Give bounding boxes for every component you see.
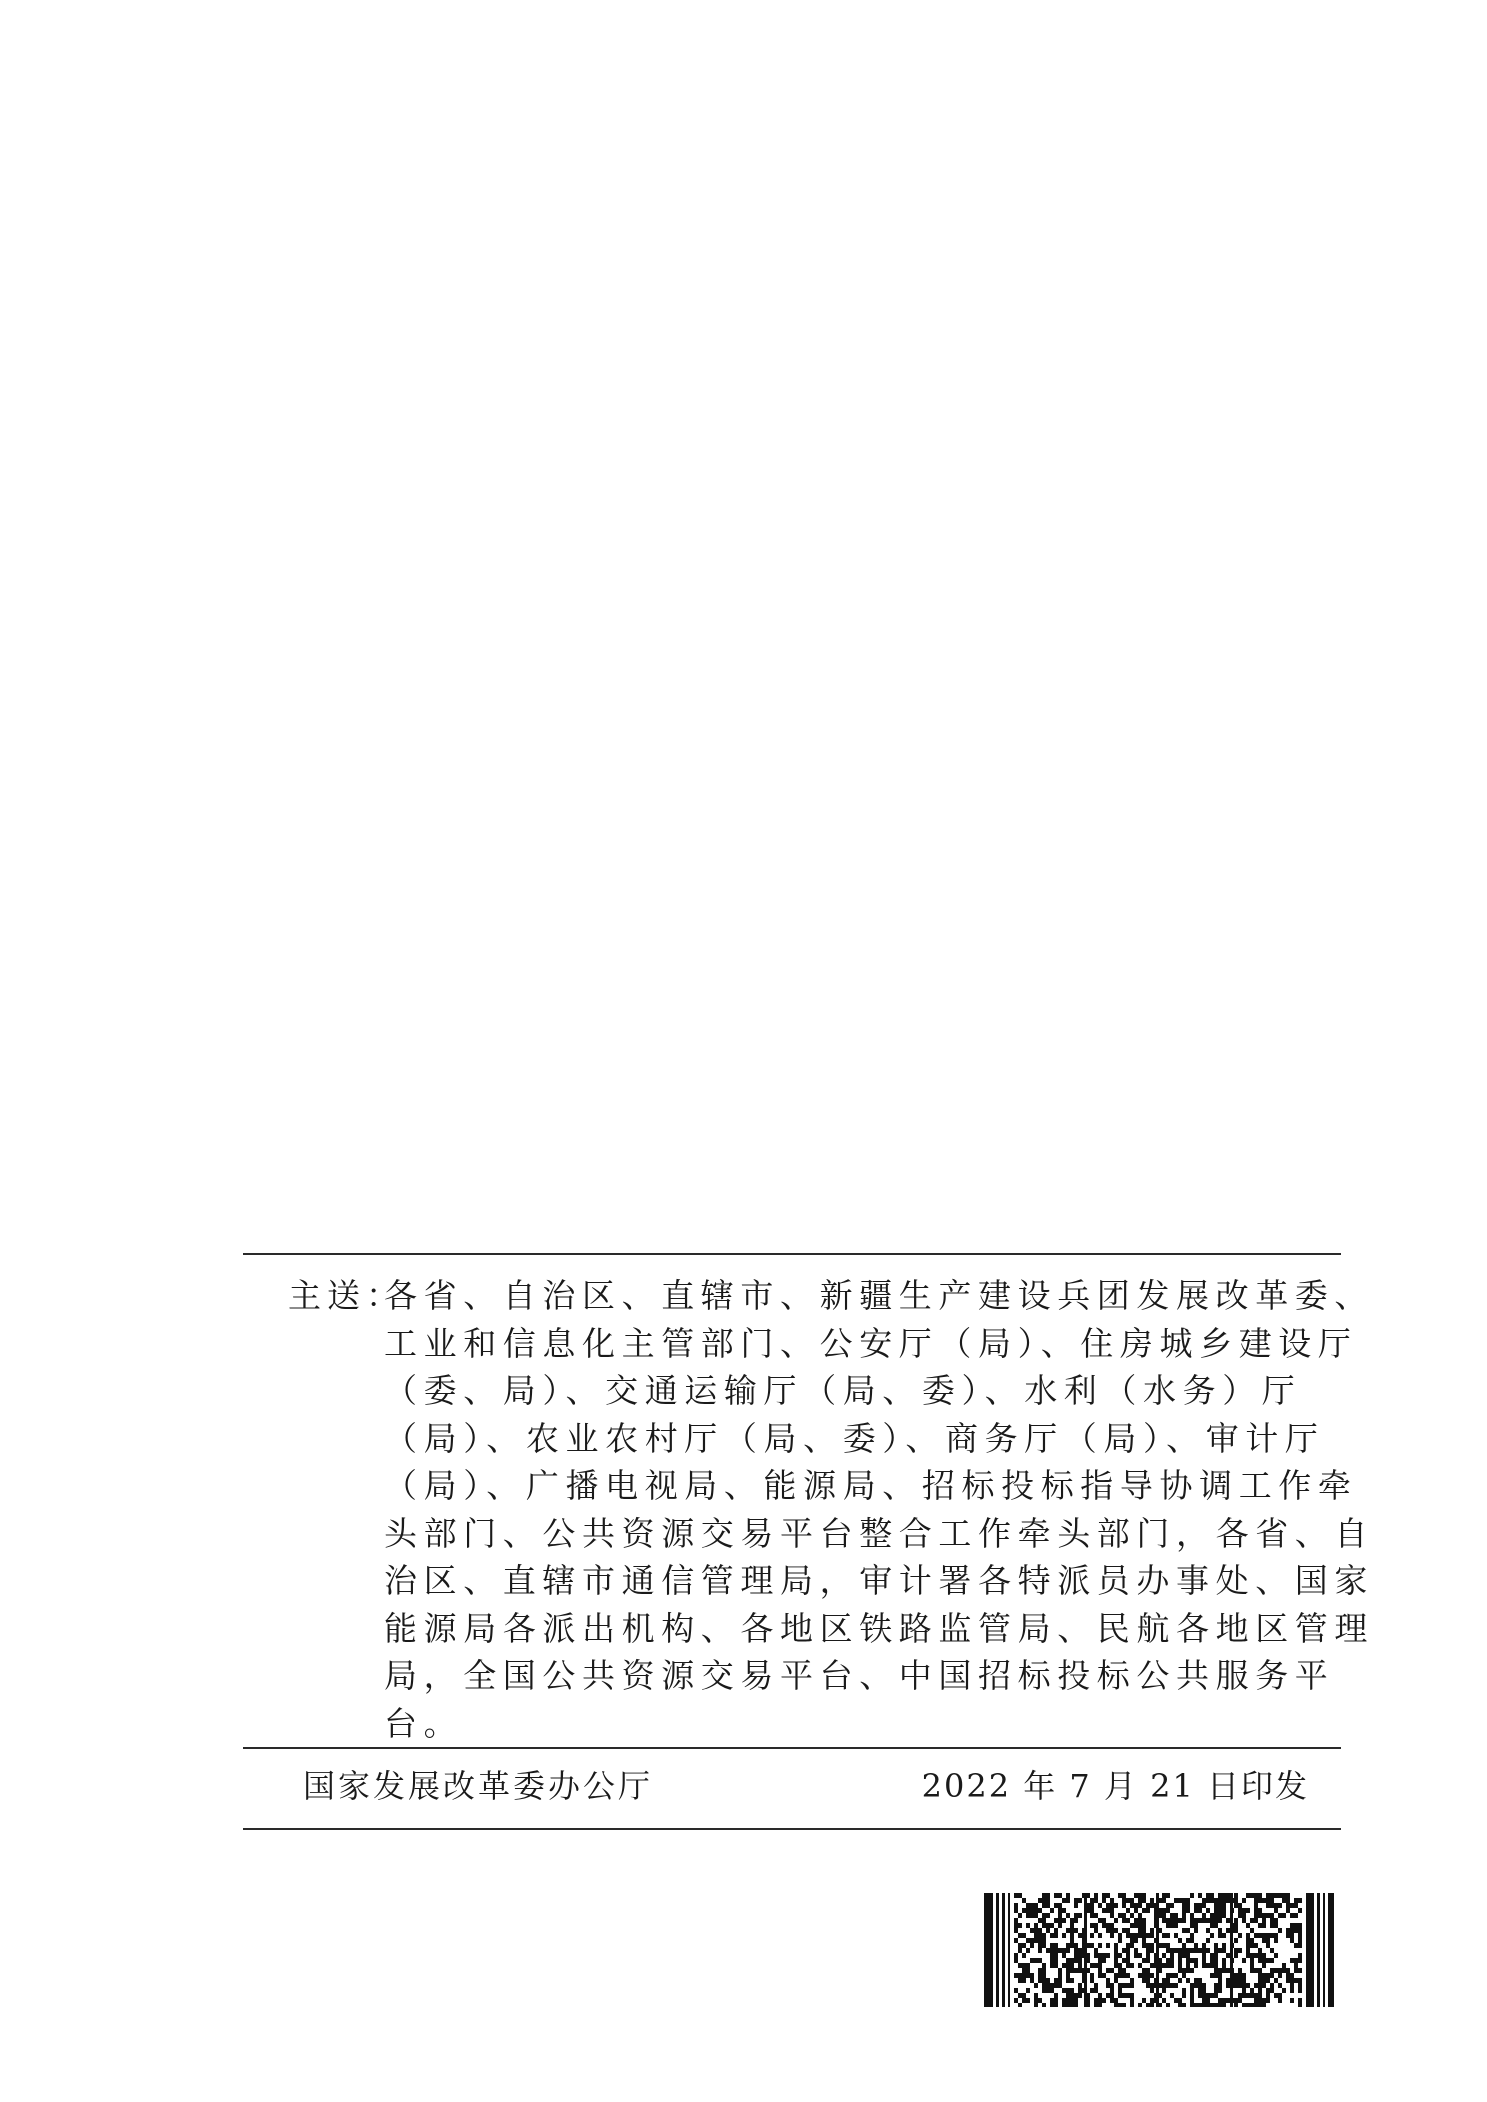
recipient-line: （局）、广播电视局、能源局、招标投标指导协调工作牵 <box>384 1466 1358 1505</box>
distribution-label: 主送： <box>288 1276 405 1315</box>
recipient-line: 各省、自治区、直辖市、新疆生产建设兵团发展改革委、 <box>384 1276 1374 1315</box>
recipient-line: 局，全国公共资源交易平台、中国招标投标公共服务平 <box>384 1656 1335 1695</box>
recipient-line: 能源局各派出机构、各地区铁路监管局、民航各地区管理 <box>384 1608 1374 1648</box>
bottom-divider <box>243 1828 1341 1830</box>
middle-divider <box>243 1747 1341 1749</box>
2d-barcode-icon <box>984 1893 1334 2007</box>
distribution-recipients <box>384 1272 1374 1747</box>
recipient-line: （委、局）、交通运输厅（局、委）、水利（水务）厅 <box>384 1371 1302 1410</box>
recipient-line: 治区、直辖市通信管理局，审计署各特派员办事处、国家 <box>384 1561 1374 1600</box>
issue-date: 2022 年 7 月 21 日印发 <box>921 1767 1309 1805</box>
top-divider <box>243 1253 1341 1255</box>
recipient-line: 头部门、公共资源交易平台整合工作牵头部门，各省、自 <box>384 1513 1374 1553</box>
recipient-line: 台。 <box>384 1703 464 1743</box>
recipient-line: （局）、农业农村厅（局、委）、商务厅（局）、审计厅 <box>384 1418 1325 1458</box>
issuing-office: 国家发展改革委办公厅 <box>303 1767 654 1805</box>
recipient-line: 工业和信息化主管部门、公安厅（局）、住房城乡建设厅 <box>384 1323 1358 1363</box>
